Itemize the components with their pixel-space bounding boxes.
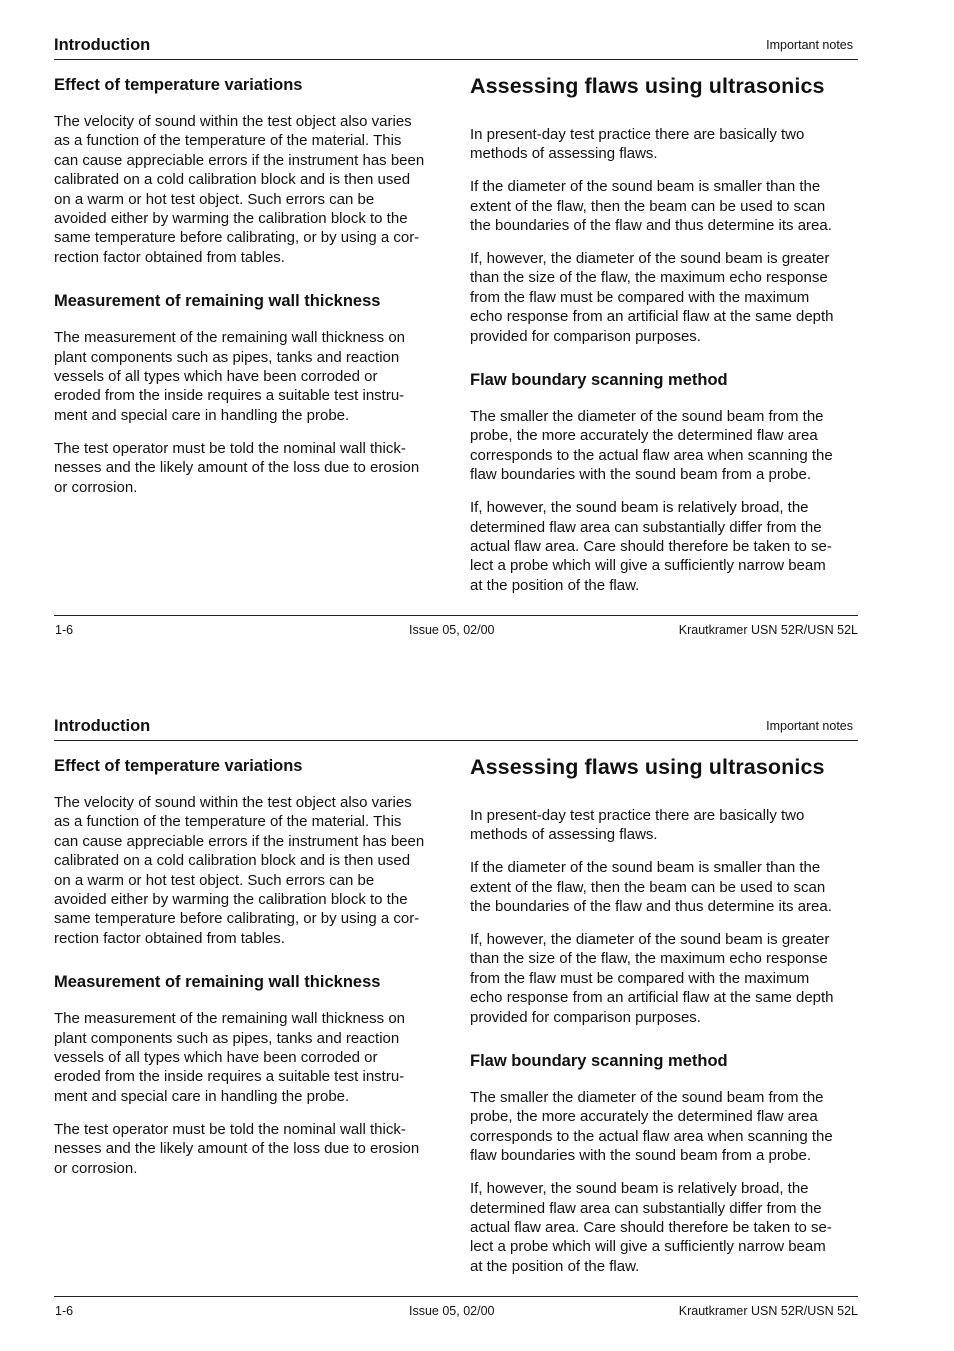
footer-product: Krautkramer USN 52R/USN 52L (678, 623, 858, 637)
scanning-heading: Flaw boundary scanning method (470, 371, 728, 390)
assessing-paragraph: In present-day test practice there are basically two methods of assessing flaws. (470, 807, 805, 844)
temperature-heading: Effect of temperature variations (54, 757, 303, 775)
assessing-paragraph: If, however, the diameter of the sound beam is greater than the size of the flaw, the maximum echo response from the flaw must be compared with the maximum echo response from an artificial flaw at the same depth provided for comparison purposes. (470, 250, 834, 345)
scanning-paragraph: If, however, the sound beam is relatively broad, the determined flaw area can substantially differ from the actual flaw area. Care should therefore be taken to se- lect a probe which will give a sufficiently narrow beam at the position of the flaw. (470, 1180, 832, 1275)
footer-issue: Issue 05, 02/00 (409, 1304, 495, 1318)
temperature-heading: Effect of temperature variations (54, 76, 303, 94)
temperature-paragraph: The velocity of sound within the test object also varies as a function of the temperature of the material. This can cause appreciable errors if the instrument has been calibrated on a cold calibration block and is then used on a warm or hot test object. Such errors can be avoided either by warming the calibration block to the same temperature before calibrating, or by using a cor- rection factor obtained from tables. (54, 794, 425, 947)
scanning-paragraph: The smaller the diameter of the sound beam from the probe, the more accurately the determined flaw area corresponds to the actual flaw area when scanning the flaw boundaries with the sound beam from a probe. (470, 408, 833, 484)
footer-issue: Issue 05, 02/00 (409, 623, 495, 637)
wall-thickness-paragraph: The test operator must be told the nominal wall thick- nesses and the likely amount of the loss due to erosion or corrosion. (54, 1120, 420, 1177)
wall-thickness-heading: Measurement of remaining wall thickness (54, 973, 381, 992)
manual-page (0, 681, 954, 1351)
footer-page-number: 1-6 (55, 623, 74, 637)
temperature-paragraph: The velocity of sound within the test object also varies as a function of the temperature of the material. This can cause appreciable errors if the instrument has been calibrated on a cold calibration block and is then used on a warm or hot test object. Such errors can be avoided either by warming the calibration block to the same temperature before calibrating, or by using a cor- rection factor obtained from tables. (54, 113, 425, 266)
scanning-paragraph: If, however, the sound beam is relatively broad, the determined flaw area can substantially differ from the actual flaw area. Care should therefore be taken to se- lect a probe which will give a sufficiently narrow beam at the position of the flaw. (470, 499, 832, 594)
footer-rule (54, 1296, 858, 1297)
header-subsection: Important notes (766, 719, 853, 733)
assessing-paragraph: In present-day test practice there are basically two methods of assessing flaws. (470, 126, 805, 163)
left-column (54, 755, 446, 1192)
header-rule (54, 59, 858, 60)
header-rule (54, 740, 858, 741)
scanning-heading: Flaw boundary scanning method (470, 1052, 728, 1071)
scanning-paragraph: The smaller the diameter of the sound beam from the probe, the more accurately the determined flaw area corresponds to the actual flaw area when scanning the flaw boundaries with the sound beam from a probe. (470, 1089, 833, 1165)
header-section-title: Introduction (54, 717, 151, 735)
assessing-paragraph: If, however, the diameter of the sound beam is greater than the size of the flaw, the maximum echo response from the flaw must be compared with the maximum echo response from an artificial flaw at the same depth provided for comparison purposes. (470, 931, 834, 1026)
wall-thickness-heading: Measurement of remaining wall thickness (54, 292, 381, 311)
header-section-title: Introduction (54, 36, 151, 54)
wall-thickness-paragraph: The test operator must be told the nominal wall thick- nesses and the likely amount of the loss due to erosion or corrosion. (54, 439, 420, 496)
assessing-paragraph: If the diameter of the sound beam is smaller than the extent of the flaw, then the beam can be used to scan the boundaries of the flaw and thus determine its area. (470, 178, 832, 235)
right-column (470, 753, 862, 1290)
wall-thickness-paragraph: The measurement of the remaining wall thickness on plant components such as pipes, tanks and reaction vessels of all types which have been corroded or eroded from the inside requires a suitable test instru- ment and special care in handling the probe. (54, 1010, 406, 1105)
assessing-paragraph: If the diameter of the sound beam is smaller than the extent of the flaw, then the beam can be used to scan the boundaries of the flaw and thus determine its area. (470, 859, 832, 916)
right-column (470, 72, 862, 609)
wall-thickness-paragraph: The measurement of the remaining wall thickness on plant components such as pipes, tanks and reaction vessels of all types which have been corroded or eroded from the inside requires a suitable test instru- ment and special care in handling the probe. (54, 329, 406, 424)
section-title: Assessing flaws using ultrasonics (470, 755, 825, 779)
manual-page (0, 0, 954, 670)
footer-rule (54, 615, 858, 616)
section-title: Assessing flaws using ultrasonics (470, 74, 825, 98)
left-column (54, 74, 446, 511)
header-subsection: Important notes (766, 38, 853, 52)
footer-product: Krautkramer USN 52R/USN 52L (678, 1304, 858, 1318)
footer-page-number: 1-6 (55, 1304, 74, 1318)
